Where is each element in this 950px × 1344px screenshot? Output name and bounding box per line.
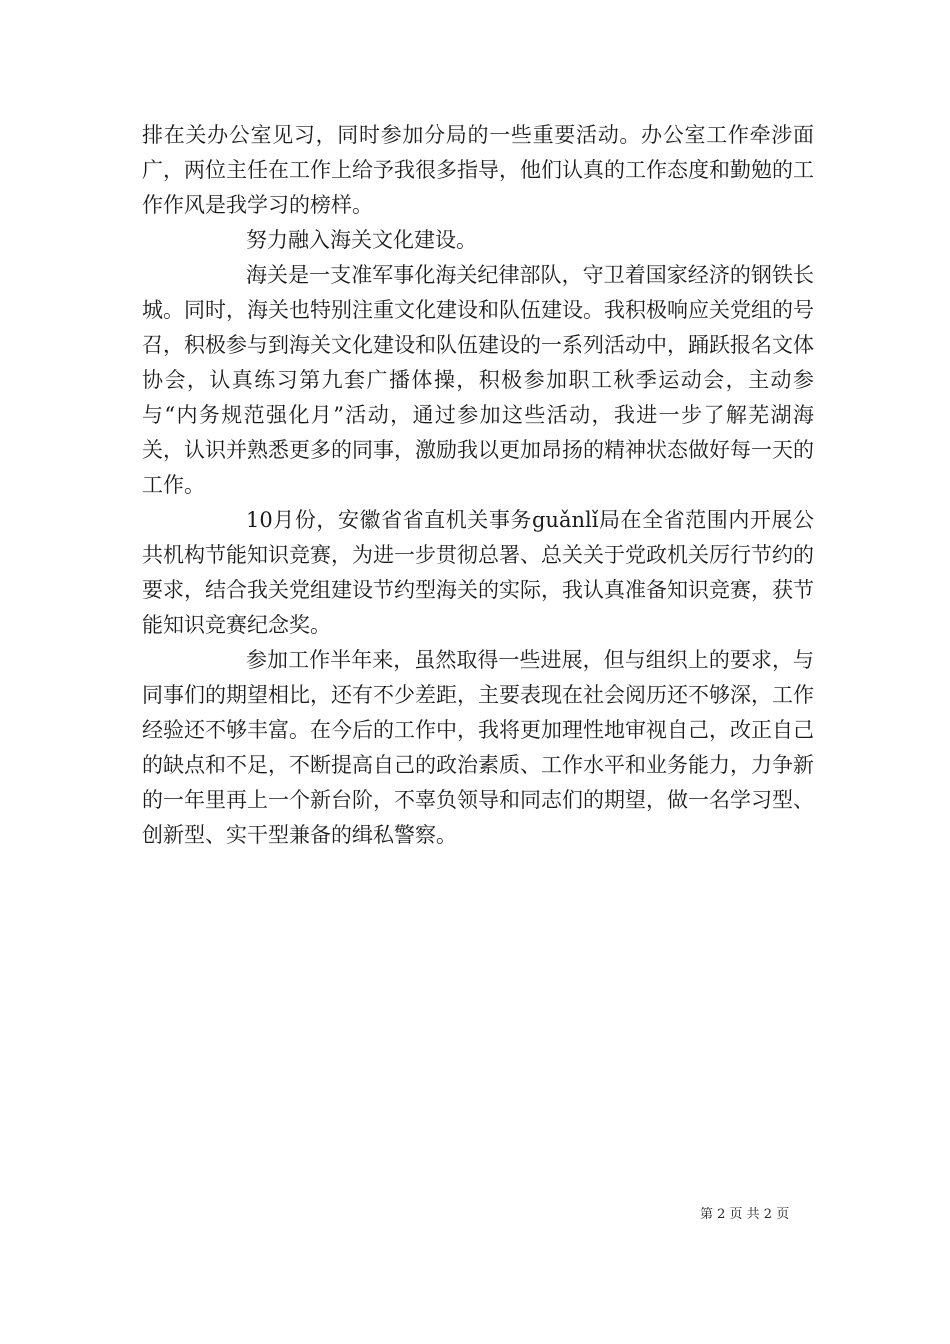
page-number: 第 2 页 共 2 页 [700,1207,790,1222]
paragraph-5: 参加工作半年来，虽然取得一些进展，但与组织上的要求，与同事们的期望相比，还有不少差距，主要表现在社会阅历还不够深，工作经验还不够丰富。在今后的工作中，我将更加理性地审视自己，改正自己的缺点和不足，不断提高自己的政治素质、工作水平和业务能力，力争新的一年里再上一个新台阶，不辜负领导和同志们的期望，做一名学习型、创新型、实干型兼备的缉私警察。 [142,648,814,847]
paragraph-2: 努力融入海关文化建设。 [246,228,477,252]
document-body [142,118,814,853]
paragraph-4: 10月份，安徽省省直机关事务guǎnlǐ局在全省范围内开展公共机构节能知识竞赛，为进一步贯彻总署、总关关于党政机关厉行节约的要求，结合我关党组建设节约型海关的实际，我认真准备知识竞赛，获节能知识竞赛纪念奖。 [142,508,814,637]
paragraph-1: 排在关办公室见习，同时参加分局的一些重要活动。办公室工作牵涉面广，两位主任在工作上给予我很多指导，他们认真的工作态度和勤勉的工作作风是我学习的榜样。 [142,123,814,217]
paragraph-3: 海关是一支准军事化海关纪律部队，守卫着国家经济的钢铁长城。同时，海关也特别注重文化建设和队伍建设。我积极响应关党组的号召，积极参与到海关文化建设和队伍建设的一系列活动中，踊跃报名文体协会，认真练习第九套广播体操，积极参加职工秋季运动会，主动参与“内务规范强化月”活动，通过参加这些活动，我进一步了解芜湖海关，认识并熟悉更多的同事，激励我以更加昂扬的精神状态做好每一天的工作。 [142,263,814,497]
